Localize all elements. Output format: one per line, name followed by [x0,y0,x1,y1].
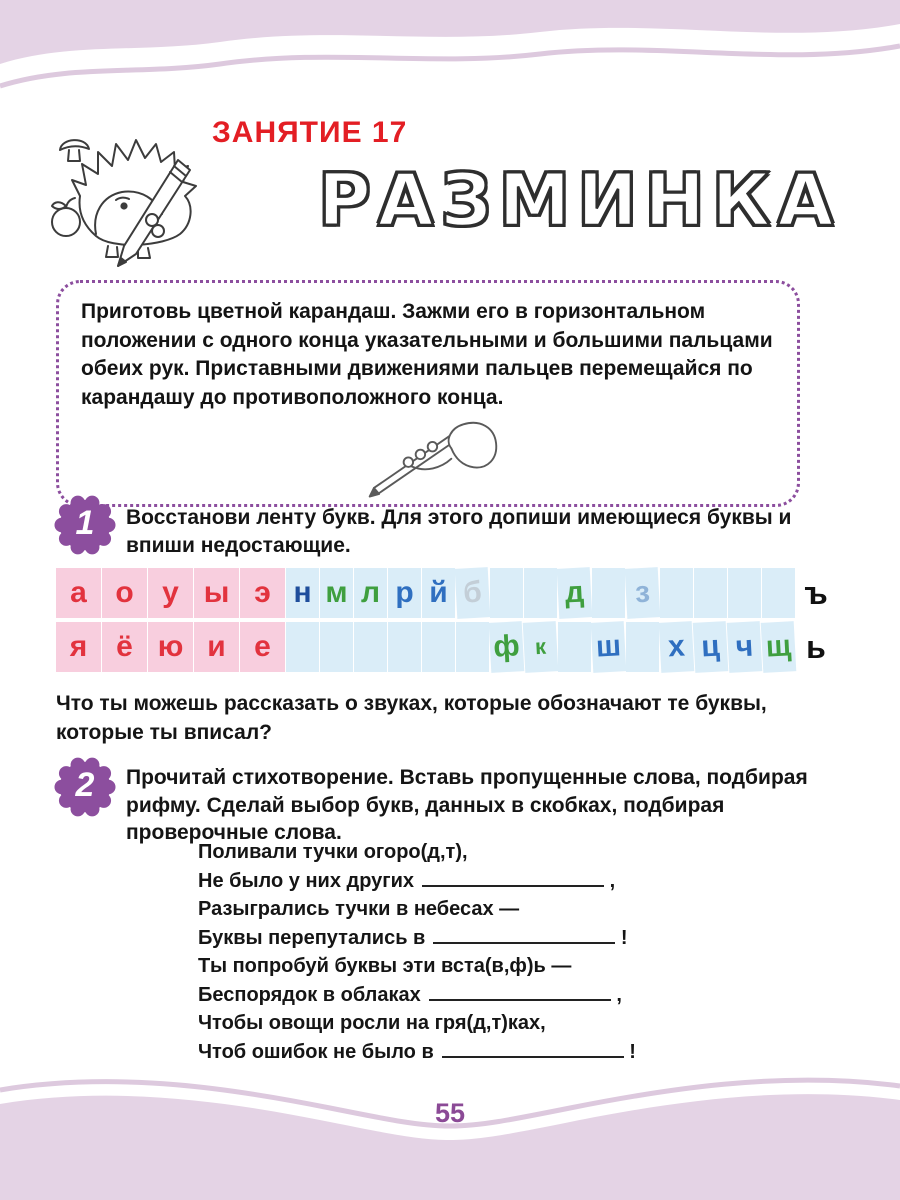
hand-holding-pencil-illustration [343,414,515,500]
poem-line [198,981,636,1010]
top-decorative-wave [0,0,900,100]
poem-text: Разыгрались тучки в небесах — [198,898,520,920]
ribbon-letter-cell: щ [761,621,797,673]
ribbon-empty-cell[interactable] [694,568,727,618]
ribbon-letter-cell: ы [194,568,239,618]
answer-blank[interactable] [429,985,611,1001]
poem-line [198,924,636,953]
poem-punct: , [604,869,616,892]
warmup-instruction-box [56,280,800,507]
lesson-title: ЗАНЯТИЕ 17 [212,116,408,149]
ribbon-letter-cell: у [148,568,193,618]
poem-text: Ты попробуй буквы эти вста(в,ф)ь — [198,955,572,977]
poem-punct: , [610,983,622,1006]
ribbon-empty-cell[interactable] [286,622,319,672]
poem-text: Буквы перепутались в [198,926,426,949]
ribbon-letter-cell: м [320,568,353,618]
ribbon-letter-cell: р [388,568,421,618]
page-number: 55 [434,1098,466,1128]
warmup-title: РАЗМИНКА [318,158,841,242]
ribbon-empty-cell[interactable] [422,622,455,672]
poem-text: Чтобы овощи росли на гря(д,т)ках, [198,1012,546,1034]
ribbon-letter-cell: ъ [804,574,828,611]
ribbon-letter-cell: з [625,567,661,619]
answer-blank[interactable] [442,1042,624,1058]
ribbon-empty-cell[interactable] [660,568,693,618]
ribbon-row [56,568,836,618]
ribbon-empty-cell[interactable] [456,622,489,672]
poem [198,838,636,1066]
poem-line [198,1038,636,1067]
poem-line [198,952,636,981]
ribbon-letter-cell: ю [148,622,193,672]
poem-text: Не было у них других [198,869,415,892]
hedgehog-with-pencil-illustration [46,104,210,278]
poem-text: Поливали тучки огоро(д,т), [198,841,468,863]
poem-punct: ! [623,1040,636,1063]
ribbon-empty-cell[interactable] [388,622,421,672]
bottom-decorative-wave [0,1070,900,1200]
ribbon-empty-cell[interactable] [320,622,353,672]
ribbon-empty-cell[interactable] [728,568,761,618]
poem-text: Чтоб ошибок не было в [198,1040,434,1063]
ribbon-letter-cell: д [557,567,593,619]
ribbon-letter-cell: б [455,567,491,619]
task1-badge [54,494,116,556]
ribbon-letter-cell: я [56,622,101,672]
task1-number: 1 [75,504,95,542]
ribbon-letter-cell: е [240,622,285,672]
ribbon-letter-cell: й [422,568,455,618]
poem-text: Беспорядок в облаках [198,983,421,1006]
ribbon-letter-cell: а [56,568,101,618]
poem-line [198,867,636,896]
ribbon-empty-cell[interactable] [524,568,557,618]
letter-ribbon [56,568,836,672]
ribbon-letter-cell: ь [806,628,826,665]
ribbon-letter-cell: ш [591,621,627,673]
ribbon-letter-cell: л [354,568,387,618]
ribbon-letter-cell: о [102,568,147,618]
ribbon-letter-cell: ё [102,622,147,672]
task1-question: Что ты можешь рассказать о звуках, которые обозначают те буквы, которые ты вписал? [56,692,767,744]
warmup-instruction-text: Приготовь цветной карандаш. Зажми его в горизонтальном положении с одного конца указательными и большими пальцами обеих рук. Приставными движениями пальцев перемещайся по карандашу до противоположного конца. [81,300,773,409]
ribbon-empty-cell[interactable] [354,622,387,672]
task2-instruction: Прочитай стихотворение. Вставь пропущенные слова, подбирая рифму. Сделай выбор букв, данных в скобках, подбирая проверочные слова. [126,766,808,845]
ribbon-empty-cell[interactable] [558,622,591,672]
ribbon-letter-cell: ф [489,621,525,673]
ribbon-empty-cell[interactable] [626,622,659,672]
ribbon-empty-cell[interactable] [592,568,625,618]
ribbon-letter-cell: ч [727,621,763,673]
ribbon-empty-cell[interactable] [762,568,795,618]
ribbon-letter-cell: ц [693,621,729,673]
task2-badge [54,756,116,818]
ribbon-empty-cell[interactable] [490,568,523,618]
ribbon-letter-cell: к [523,621,559,673]
poem-line [198,895,636,924]
ribbon-row [56,622,836,672]
ribbon-letter-cell: э [240,568,285,618]
ribbon-letter-cell: и [194,622,239,672]
answer-blank[interactable] [422,871,604,887]
answer-blank[interactable] [433,928,615,944]
poem-line [198,838,636,867]
ribbon-letter-cell: х [659,621,695,673]
poem-line [198,1009,636,1038]
ribbon-letter-cell: н [286,568,319,618]
task1-instruction: Восстанови ленту букв. Для этого допиши имеющиеся буквы и впиши недостающие. [126,506,792,557]
task2-number: 2 [75,766,95,804]
poem-punct: ! [615,926,628,949]
